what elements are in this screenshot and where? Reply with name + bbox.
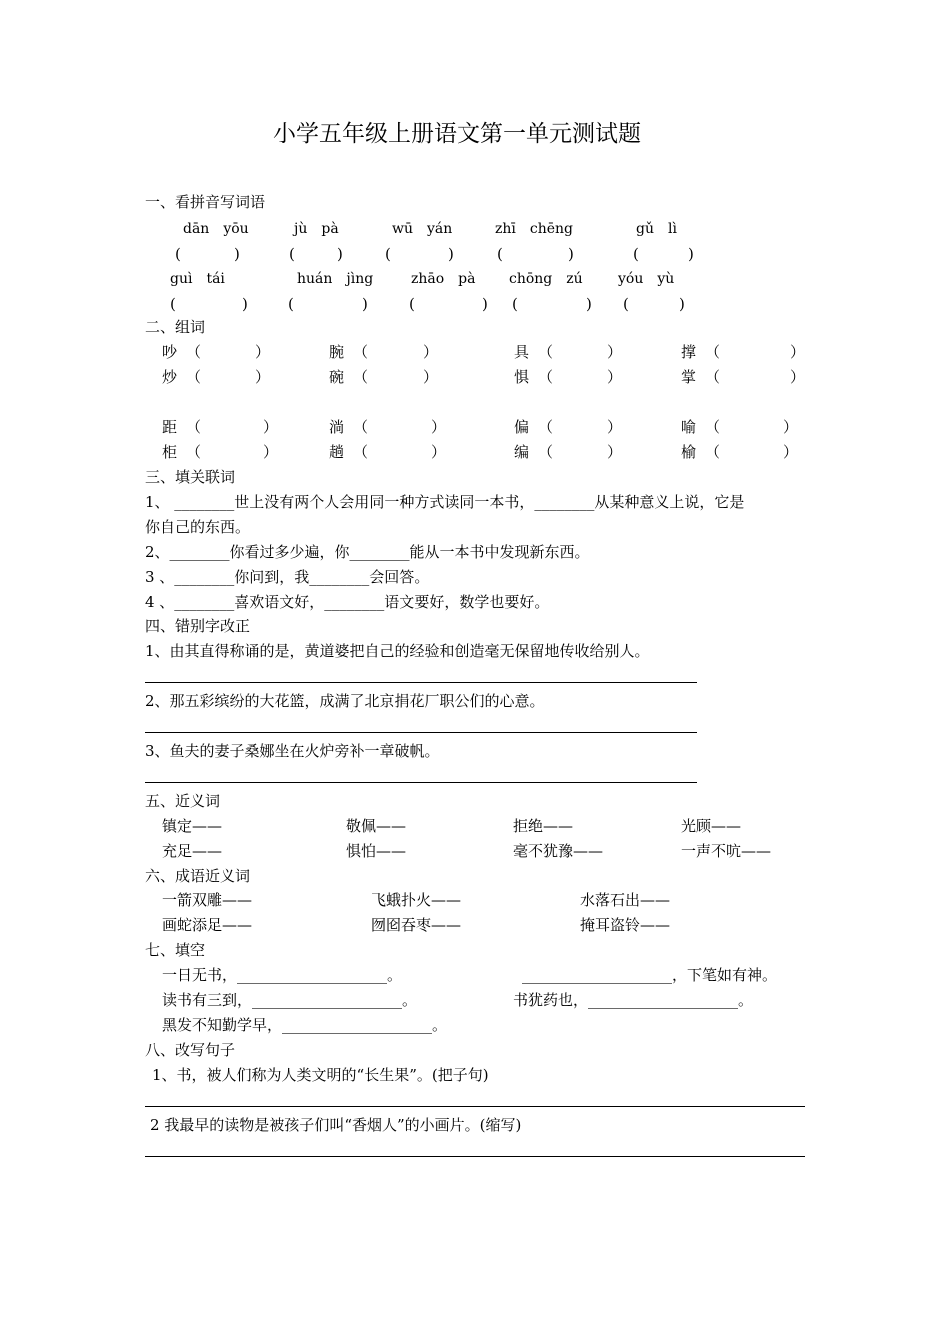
answer-paren-open: （ xyxy=(705,343,721,361)
answer-paren-close: ） xyxy=(423,343,439,361)
question-text: 3、鱼夫的妻子桑娜坐在火炉旁补一章破帆。 xyxy=(145,742,440,760)
answer-paren-open: ( xyxy=(288,295,294,313)
answer-paren-close: ） xyxy=(255,343,271,361)
answer-paren-close: ） xyxy=(790,343,806,361)
word-char: 腕 xyxy=(329,343,345,361)
section-heading-1: 一、看拼音写词语 xyxy=(145,193,266,211)
question-text: 2、________你看过多少遍，你________能从一本书中发现新东西。 xyxy=(145,543,590,561)
idiom-item: 一箭双雕—— xyxy=(162,891,253,909)
answer-paren-open: （ xyxy=(186,368,202,386)
synonym-item: 一声不吭—— xyxy=(681,842,772,860)
question-text: 1、书，被人们称为人类文明的“长生果”。(把子句) xyxy=(152,1066,489,1084)
answer-paren-close: ) xyxy=(586,295,592,313)
question-text: 4 、________喜欢语文好，________语文要好，数学也要好。 xyxy=(145,593,550,611)
pinyin: zhī chēng xyxy=(495,221,573,237)
section-heading-3: 三、填关联词 xyxy=(145,468,236,486)
fill-blank: 书犹药也，____________________。 xyxy=(513,991,754,1009)
idiom-item: 水落石出—— xyxy=(580,891,671,909)
answer-paren-close: ） xyxy=(263,418,279,436)
answer-paren-close: ） xyxy=(431,443,447,461)
section-heading-8: 八、改写句子 xyxy=(145,1041,236,1059)
word-char: 柜 xyxy=(162,443,178,461)
answer-paren-close: ) xyxy=(337,245,343,263)
answer-paren-close: ) xyxy=(362,295,368,313)
answer-paren-close: ) xyxy=(568,245,574,263)
fill-blank: ____________________，下笔如有神。 xyxy=(522,966,778,984)
pinyin: zhāo pà xyxy=(411,271,476,287)
question-text: 你自己的东西。 xyxy=(145,518,251,536)
answer-paren-open: （ xyxy=(705,443,721,461)
fill-blank: 一日无书，____________________。 xyxy=(162,966,403,984)
synonym-item: 惧怕—— xyxy=(346,842,407,860)
answer-paren-close: ) xyxy=(448,245,454,263)
answer-line xyxy=(145,682,697,683)
pinyin: dān yōu xyxy=(183,221,249,237)
answer-paren-open: ( xyxy=(175,245,181,263)
answer-paren-open: ( xyxy=(170,295,176,313)
answer-paren-open: （ xyxy=(186,343,202,361)
answer-line xyxy=(145,732,697,733)
synonym-item: 敬佩—— xyxy=(346,817,407,835)
synonym-item: 光顾—— xyxy=(681,817,742,835)
pinyin: gǔ lì xyxy=(636,221,677,237)
pinyin: chōng zú xyxy=(509,271,583,287)
answer-paren-close: ） xyxy=(783,418,799,436)
pinyin: jù pà xyxy=(294,221,339,237)
pinyin: wū yán xyxy=(392,221,453,237)
answer-paren-open: ( xyxy=(289,245,295,263)
word-char: 编 xyxy=(514,443,530,461)
answer-paren-close: ） xyxy=(607,343,623,361)
section-heading-5: 五、近义词 xyxy=(145,792,221,810)
pinyin: yóu yù xyxy=(618,271,675,287)
idiom-item: 画蛇添足—— xyxy=(162,916,253,934)
question-text: 2、那五彩缤纷的大花篮，成满了北京捐花厂职公们的心意。 xyxy=(145,692,545,710)
answer-paren-open: （ xyxy=(538,368,554,386)
answer-paren-open: ( xyxy=(385,245,391,263)
answer-paren-open: （ xyxy=(538,418,554,436)
section-heading-7: 七、填空 xyxy=(145,941,206,959)
word-char: 掌 xyxy=(681,368,697,386)
answer-paren-close: ） xyxy=(423,368,439,386)
answer-paren-open: （ xyxy=(538,343,554,361)
answer-paren-close: ） xyxy=(783,443,799,461)
answer-paren-close: ) xyxy=(234,245,240,263)
answer-paren-open: （ xyxy=(353,343,369,361)
synonym-item: 镇定—— xyxy=(162,817,223,835)
answer-paren-close: ） xyxy=(790,368,806,386)
answer-paren-close: ) xyxy=(482,295,488,313)
answer-paren-close: ) xyxy=(688,245,694,263)
answer-paren-close: ) xyxy=(242,295,248,313)
word-char: 距 xyxy=(162,418,178,436)
word-char: 撑 xyxy=(681,343,697,361)
question-text: 2 我最早的读物是被孩子们叫“香烟人”的小画片。(缩写) xyxy=(150,1116,522,1134)
answer-paren-open: （ xyxy=(705,418,721,436)
word-char: 趟 xyxy=(329,443,345,461)
fill-blank: 黑发不知勤学早，____________________。 xyxy=(162,1016,448,1034)
pinyin: huán jìng xyxy=(297,271,374,287)
answer-paren-close: ) xyxy=(679,295,685,313)
answer-paren-open: ( xyxy=(633,245,639,263)
word-char: 喻 xyxy=(681,418,697,436)
word-char: 碗 xyxy=(329,368,345,386)
word-char: 淌 xyxy=(329,418,345,436)
answer-paren-open: （ xyxy=(186,418,202,436)
answer-paren-open: ( xyxy=(512,295,518,313)
question-text: 1、 ________世上没有两个人会用同一种方式读同一本书，________从某种意义上说，它是 xyxy=(145,493,745,511)
idiom-item: 囫囵吞枣—— xyxy=(371,916,462,934)
answer-line xyxy=(145,1106,805,1107)
answer-paren-close: ） xyxy=(607,443,623,461)
answer-paren-open: ( xyxy=(497,245,503,263)
section-heading-4: 四、错别字改正 xyxy=(145,617,251,635)
word-char: 偏 xyxy=(514,418,530,436)
answer-paren-open: （ xyxy=(186,443,202,461)
idiom-item: 掩耳盗铃—— xyxy=(580,916,671,934)
answer-paren-open: （ xyxy=(538,443,554,461)
answer-line xyxy=(145,1156,805,1157)
answer-paren-open: （ xyxy=(353,418,369,436)
word-char: 惧 xyxy=(514,368,530,386)
idiom-item: 飞蛾扑火—— xyxy=(371,891,462,909)
synonym-item: 毫不犹豫—— xyxy=(513,842,604,860)
answer-paren-open: （ xyxy=(353,368,369,386)
pinyin: guì tái xyxy=(170,271,225,287)
fill-blank: 读书有三到，____________________。 xyxy=(162,991,418,1009)
synonym-item: 充足—— xyxy=(162,842,223,860)
section-heading-2: 二、组词 xyxy=(145,318,206,336)
answer-paren-open: （ xyxy=(353,443,369,461)
answer-paren-close: ） xyxy=(431,418,447,436)
answer-line xyxy=(145,782,697,783)
answer-paren-open: （ xyxy=(705,368,721,386)
answer-paren-close: ） xyxy=(263,443,279,461)
answer-paren-close: ） xyxy=(255,368,271,386)
answer-paren-close: ） xyxy=(607,368,623,386)
section-heading-6: 六、成语近义词 xyxy=(145,867,251,885)
page-title: 小学五年级上册语文第一单元测试题 xyxy=(273,121,641,147)
synonym-item: 拒绝—— xyxy=(513,817,574,835)
question-text: 1、由其直得称诵的是，黄道婆把自己的经验和创造毫无保留地传收给别人。 xyxy=(145,642,650,660)
question-text: 3 、________你问到，我________会回答。 xyxy=(145,568,430,586)
answer-paren-open: ( xyxy=(409,295,415,313)
word-char: 榆 xyxy=(681,443,697,461)
word-char: 炒 xyxy=(162,368,178,386)
answer-paren-open: ( xyxy=(623,295,629,313)
word-char: 具 xyxy=(514,343,530,361)
word-char: 吵 xyxy=(162,343,178,361)
answer-paren-close: ） xyxy=(607,418,623,436)
